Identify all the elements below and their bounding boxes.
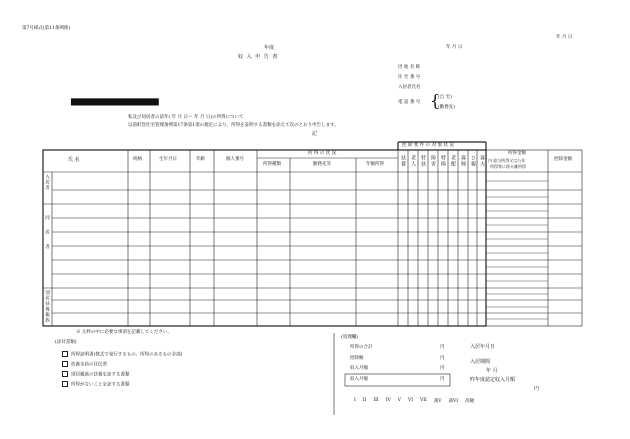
deduction-col-tokusho: 特障: [440, 155, 446, 167]
attachments-title: (添付書類): [55, 340, 77, 345]
attachment-label: 扶養全員の住民票: [71, 362, 107, 368]
grade: II: [362, 398, 367, 403]
col-name: 氏 名: [68, 157, 80, 163]
intro-line-2: 以前町営住宅管理条例第17条第1項の規定により、所得を証明する書類を添えて次のとおり申告します。: [128, 123, 339, 128]
ki-mark: 記: [312, 131, 318, 137]
deduction-col-kafu: 寡婦: [460, 155, 466, 167]
form-name: 第7号様式(第11条関係): [22, 26, 71, 31]
grade: 裁V: [433, 399, 442, 404]
processing-total-income: 所得の合計: [350, 345, 373, 350]
col-age: 年齢: [196, 157, 205, 162]
grade: I: [354, 398, 356, 403]
deduction-col-rojin: 老人: [410, 155, 416, 167]
col-annual-income: 年額所得: [366, 162, 384, 167]
row-label-separate-dependents: 別居扶養親族: [44, 290, 50, 323]
tel-home: (自 宅): [438, 95, 452, 100]
deduction-col-fuyo: 扶養: [400, 155, 406, 167]
attachment-label: 所得がないことを証する書類: [71, 382, 130, 388]
col-relation: 続柄: [133, 157, 142, 162]
col-birthdate: 生年月日: [159, 157, 177, 162]
field-complex-name: 団 地 名 称: [398, 65, 421, 70]
header-date: 年 月 日: [446, 45, 463, 50]
field-resident-name: 入居者氏名: [398, 85, 421, 90]
processing-title: (処理欄): [341, 335, 359, 340]
checkbox[interactable]: [62, 361, 68, 367]
grade: III: [373, 398, 379, 403]
processing-yen: 円: [440, 345, 445, 350]
processing-deduction: 控除額: [350, 356, 364, 361]
grade: 裁VI: [448, 399, 459, 404]
grade: VII: [420, 398, 427, 403]
grade: VI: [407, 398, 413, 403]
period-units: 年 月: [486, 368, 498, 374]
deduction-col-tokufu: 特扶: [420, 155, 426, 167]
grade: V: [397, 398, 401, 403]
row-label-resident: 入居者: [44, 174, 50, 191]
grade: IV: [385, 398, 391, 403]
tel-work: (勤務先): [438, 105, 456, 110]
field-house-number: 住 宅 番 号: [398, 75, 421, 80]
move-in-date: 入居年月日: [470, 344, 496, 350]
checkbox[interactable]: [62, 381, 68, 387]
col-income-status: 所 得 の 状 況: [308, 151, 337, 156]
grade-row: [354, 398, 474, 404]
form-title: 収 入 申 告 書: [238, 54, 279, 60]
attachment-item: [62, 381, 130, 388]
processing-yen: 円: [440, 366, 445, 371]
tel-brace: {: [430, 91, 441, 110]
attachment-item: [62, 351, 182, 358]
col-income-amount: 所得金額: [508, 151, 526, 156]
note: ※ 太枠の中に必要な事項を記載してください。: [76, 330, 172, 335]
prev-income-yen: 円: [534, 386, 540, 392]
prev-income: 昨年度認定収入月額: [470, 377, 516, 383]
checkbox[interactable]: [62, 371, 68, 377]
attachment-item: [62, 371, 130, 378]
attachment-item: [62, 361, 107, 368]
attachment-label: 別居親族の扶養を証する書類: [71, 372, 130, 378]
deduction-col-kafu-male: 寡夫: [479, 155, 485, 167]
col-deduction-amount: 控除金額: [554, 157, 572, 162]
grade: 高額: [465, 399, 475, 404]
col-employer: 勤務先等: [313, 162, 331, 167]
deduction-col-shogai: 障害: [430, 155, 436, 167]
processing-yen: 円: [440, 377, 445, 382]
checkbox[interactable]: [62, 351, 68, 357]
deduction-col-rohai: 老配: [450, 155, 456, 167]
move-in-period: 入居期間: [470, 359, 491, 365]
col-personal-number: 個人番号: [226, 157, 244, 162]
addressee-redacted: ████████████████████████: [71, 99, 158, 106]
fiscal-year-label: 年度: [264, 45, 275, 51]
processing-monthly-income: 収入月額: [350, 366, 368, 371]
attachment-label: 所得証明書(様式で発行するもの。所得のあるもの全部): [71, 352, 183, 358]
col-income-amount-sub2: 所得等に係る雑所得: [490, 164, 526, 169]
intro-line-1: 私及び同居者の前年( 年 月 日〜 年 月 日)の所得について: [128, 115, 244, 120]
top-date: 年 月 日: [556, 35, 573, 40]
processing-yen: 円: [440, 356, 445, 361]
deduction-col-hitorioya: ひ親: [470, 155, 476, 167]
row-label-cohabitant: 同居者: [44, 215, 50, 259]
col-deduction-header: 控 除 要 件 の 対 象 状 況: [402, 143, 454, 148]
col-income-type: 所得種類: [263, 162, 281, 167]
field-tel: 電 話 番 号: [398, 100, 421, 105]
processing-monthly-income-2: 収入月額: [350, 377, 368, 382]
col-income-amount-sub1: 内 給与所得又は公年: [488, 158, 526, 163]
